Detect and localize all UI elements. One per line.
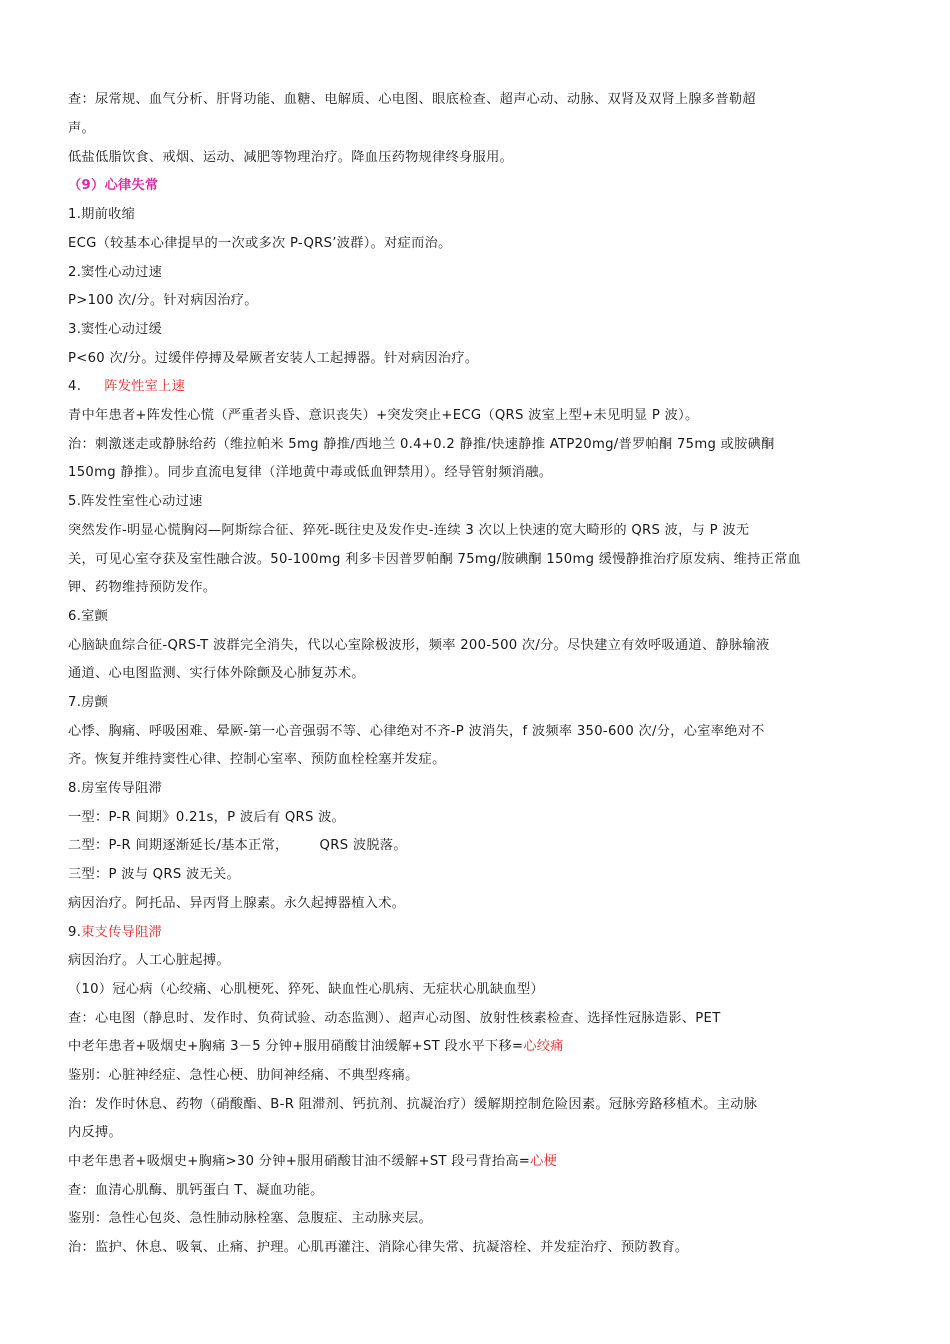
subheading — [68, 372, 883, 401]
text-line: 低盐低脂饮食、戒烟、运动、减肥等物理治疗。降血压药物规律终身服用。 — [68, 150, 514, 165]
text-line: 鉴别：急性心包炎、急性肺动脉栓塞、急腹症、主动脉夹层。 — [68, 1211, 433, 1226]
text-fragment: 中老年患者+吸烟史+胸痛 3－5 分钟+服用硝酸甘油缓解+ST 段水平下移= — [68, 1039, 524, 1054]
text-fragment: 二型：P-R 间期逐渐延长/基本正常， — [68, 838, 289, 853]
subheading: 8.房室传导阻滞 — [68, 781, 163, 796]
highlighted-term: 心梗 — [530, 1154, 558, 1169]
subheading: 2.窦性心动过速 — [68, 265, 163, 280]
subheading — [68, 918, 883, 947]
text-line: 一型：P-R 间期》0.21s，P 波后有 QRS 波。 — [68, 810, 346, 825]
subheading: 5.阵发性室性心动过速 — [68, 494, 203, 509]
highlighted-term: 阵发性室上速 — [104, 379, 186, 394]
text-line: 病因治疗。阿托品、异丙肾上腺素。永久起搏器植入术。 — [68, 896, 406, 911]
text-line: 治：刺激迷走或静脉给药（维拉帕米 5mg 静推/西地兰 0.4+0.2 静推/快速静推 ATP20mg/普罗帕酮 75mg 或胺碘酮 — [68, 437, 775, 452]
text-line: 心悸、胸痛、呼吸困难、晕厥-第一心音强弱不等、心律绝对不齐-P 波消失，f 波频率 350-600 次/分，心室率绝对不 — [68, 724, 765, 739]
section-heading: （10）冠心病（心绞痛、心肌梗死、猝死、缺血性心肌病、无症状心肌缺血型） — [68, 982, 544, 997]
text-line: 查：血清心肌酶、肌钙蛋白 T、凝血功能。 — [68, 1183, 324, 1198]
subheading: 1.期前收缩 — [68, 207, 136, 222]
text-line — [68, 1032, 883, 1061]
text-line: 声。 — [68, 121, 95, 136]
text-line — [68, 831, 883, 860]
text-line: 齐。恢复并维持窦性心律、控制心室率、预防血栓栓塞并发症。 — [68, 752, 446, 767]
text-line: 病因治疗。人工心脏起搏。 — [68, 953, 230, 968]
text-line: 三型：P 波与 QRS 波无关。 — [68, 867, 240, 882]
subheading-number: 4. — [68, 379, 82, 394]
text-line: ECG（较基本心律提早的一次或多次 P-QRS’波群）。对症而治。 — [68, 236, 452, 251]
text-line: 150mg 静推）。同步直流电复律（洋地黄中毒或低血钾禁用）。经导管射频消融。 — [68, 465, 553, 480]
text-line — [68, 1147, 883, 1176]
section-heading: （9）心律失常 — [68, 178, 159, 193]
text-line: 查：尿常规、血气分析、肝肾功能、血糖、电解质、心电图、眼底检查、超声心动、动脉、双肾及双肾上腺多普勒超 — [68, 92, 756, 107]
text-line: 治：监护、休息、吸氧、止痛、护理。心肌再灌注、消除心律失常、抗凝溶栓、并发症治疗、预防教育。 — [68, 1240, 689, 1255]
text-line: 关，可见心室夺获及室性融合波。50-100mg 利多卡因普罗帕酮 75mg/胺碘酮 150mg 缓慢静推治疗原发病、维持正常血 — [68, 552, 802, 567]
text-line: 治：发作时休息、药物（硝酸酯、B-R 阻滞剂、钙抗剂、抗凝治疗）缓解期控制危险因素。冠脉旁路移植术。主动脉 — [68, 1097, 758, 1112]
text-line: 心脑缺血综合征-QRS-T 波群完全消失，代以心室除极波形，频率 200-500 次/分。尽快建立有效呼吸通道、静脉输液 — [68, 638, 770, 653]
text-line: 青中年患者+阵发性心慌（严重者头昏、意识丧失）+突发突止+ECG（QRS 波室上型+未见明显 P 波）。 — [68, 408, 699, 423]
text-fragment: QRS 波脱落。 — [319, 838, 407, 853]
text-line: 内反搏。 — [68, 1125, 122, 1140]
subheading-number: 9. — [68, 925, 82, 940]
subheading: 3.窦性心动过缓 — [68, 322, 163, 337]
text-line: 鉴别：心脏神经症、急性心梗、肋间神经痛、不典型疼痛。 — [68, 1068, 419, 1083]
text-line: 突然发作-明显心慌胸闷—阿斯综合征、猝死-既往史及发作史-连续 3 次以上快速的宽大畸形的 QRS 波，与 P 波无 — [68, 523, 750, 538]
text-line: P<60 次/分。过缓伴停搏及晕厥者安装人工起搏器。针对病因治疗。 — [68, 351, 479, 366]
text-fragment: 中老年患者+吸烟史+胸痛>30 分钟+服用硝酸甘油不缓解+ST 段弓背抬高= — [68, 1154, 531, 1169]
text-line: 通道、心电图监测、实行体外除颤及心肺复苏术。 — [68, 666, 365, 681]
subheading: 6.室颤 — [68, 609, 109, 624]
highlighted-term: 束支传导阻滞 — [81, 925, 163, 940]
highlighted-term: 心绞痛 — [523, 1039, 564, 1054]
text-line: 查：心电图（静息时、发作时、负荷试验、动态监测）、超声心动图、放射性核素检查、选择性冠脉造影、PET — [68, 1011, 721, 1026]
text-line: P>100 次/分。针对病因治疗。 — [68, 293, 258, 308]
text-line: 钾、药物维持预防发作。 — [68, 580, 217, 595]
subheading: 7.房颤 — [68, 695, 109, 710]
